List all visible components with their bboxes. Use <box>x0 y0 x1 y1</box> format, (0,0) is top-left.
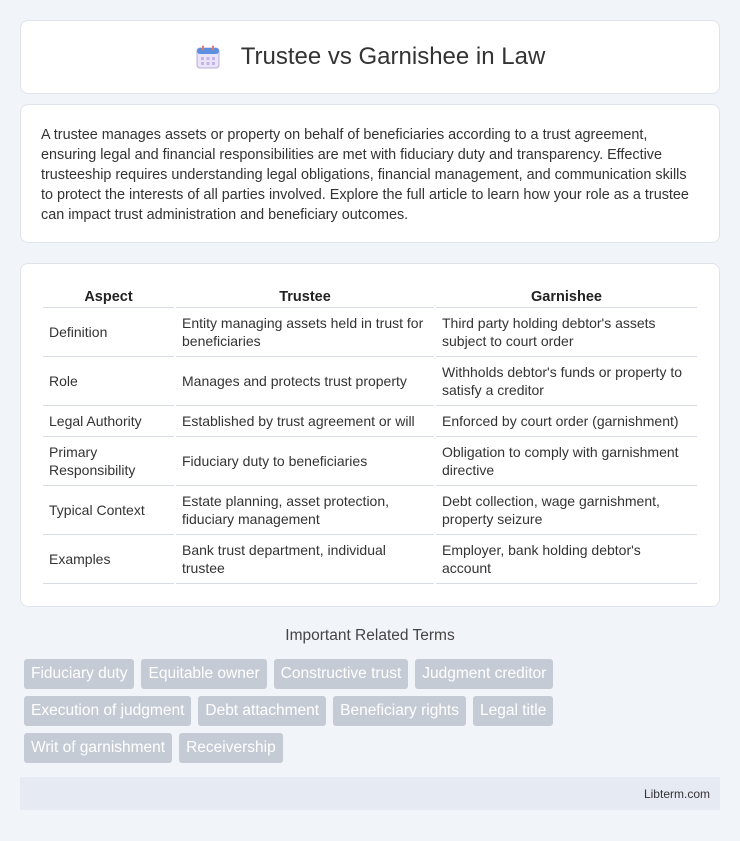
intro-paragraph: A trustee manages assets or property on behalf of beneficiaries according to a trust agreement, ensuring legal and financial responsibilities are met with fiduciary duty and transparency. Effective trusteeship requires understanding legal obligations, financial management, and communication skills to protect the interests of all parties involved. Explore the full article to learn how your role as a trustee can impact trust administration and beneficiary outcomes. <box>41 127 689 223</box>
table-cell-garnishee: Withholds debtor's funds or property to satisfy a creditor <box>436 357 697 406</box>
table-cell-trustee: Bank trust department, individual trustee <box>176 535 434 584</box>
table-cell-aspect: Typical Context <box>43 486 174 535</box>
tag-debt-attachment[interactable]: Debt attachment <box>198 696 326 726</box>
column-header-aspect: Aspect <box>43 284 174 308</box>
header-card <box>20 20 720 94</box>
footer-site-link[interactable]: Libterm.com <box>643 786 710 801</box>
table-header-row <box>43 284 697 308</box>
table-row <box>43 437 697 486</box>
tag-row <box>24 733 724 763</box>
tag-judgment-creditor[interactable]: Judgment creditor <box>415 659 553 689</box>
table-cell-aspect: Legal Authority <box>43 406 174 437</box>
tag-beneficiary-rights[interactable]: Beneficiary rights <box>333 696 466 726</box>
tag-receivership[interactable]: Receivership <box>179 733 283 763</box>
table-row <box>43 486 697 535</box>
tag-row <box>24 696 724 726</box>
intro-card <box>20 104 720 243</box>
table-cell-trustee: Fiduciary duty to beneficiaries <box>176 437 434 486</box>
calendar-icon <box>195 44 221 70</box>
table-row <box>43 357 697 406</box>
tag-legal-title[interactable]: Legal title <box>473 696 553 726</box>
table-cell-trustee: Entity managing assets held in trust for beneficiaries <box>176 308 434 357</box>
table-cell-trustee: Manages and protects trust property <box>176 357 434 406</box>
table-cell-garnishee: Employer, bank holding debtor's account <box>436 535 697 584</box>
table-cell-aspect: Role <box>43 357 174 406</box>
table-cell-garnishee: Obligation to comply with garnishment directive <box>436 437 697 486</box>
table-cell-aspect: Examples <box>43 535 174 584</box>
table-row <box>43 308 697 357</box>
table-cell-trustee: Established by trust agreement or will <box>176 406 434 437</box>
table-cell-garnishee: Third party holding debtor's assets subject to court order <box>436 308 697 357</box>
related-terms-title: Important Related Terms <box>285 627 455 644</box>
tag-constructive-trust[interactable]: Constructive trust <box>274 659 409 689</box>
tag-fiduciary-duty[interactable]: Fiduciary duty <box>24 659 134 689</box>
table-row <box>43 406 697 437</box>
column-header-trustee: Trustee <box>176 284 434 308</box>
tag-row <box>24 659 724 689</box>
table-cell-garnishee: Enforced by court order (garnishment) <box>436 406 697 437</box>
tag-execution-of-judgment[interactable]: Execution of judgment <box>24 696 191 726</box>
page-title: Trustee vs Garnishee in Law <box>240 43 546 70</box>
footer <box>20 777 720 810</box>
column-header-garnishee: Garnishee <box>436 284 697 308</box>
comparison-table-card <box>20 263 720 607</box>
tag-writ-of-garnishment[interactable]: Writ of garnishment <box>24 733 172 763</box>
table-row <box>43 535 697 584</box>
tag-equitable-owner[interactable]: Equitable owner <box>141 659 266 689</box>
table-cell-garnishee: Debt collection, wage garnishment, property seizure <box>436 486 697 535</box>
table-cell-aspect: Primary Responsibility <box>43 437 174 486</box>
related-terms-list <box>24 659 724 770</box>
comparison-table <box>41 284 699 584</box>
table-cell-trustee: Estate planning, asset protection, fiduciary management <box>176 486 434 535</box>
table-cell-aspect: Definition <box>43 308 174 357</box>
